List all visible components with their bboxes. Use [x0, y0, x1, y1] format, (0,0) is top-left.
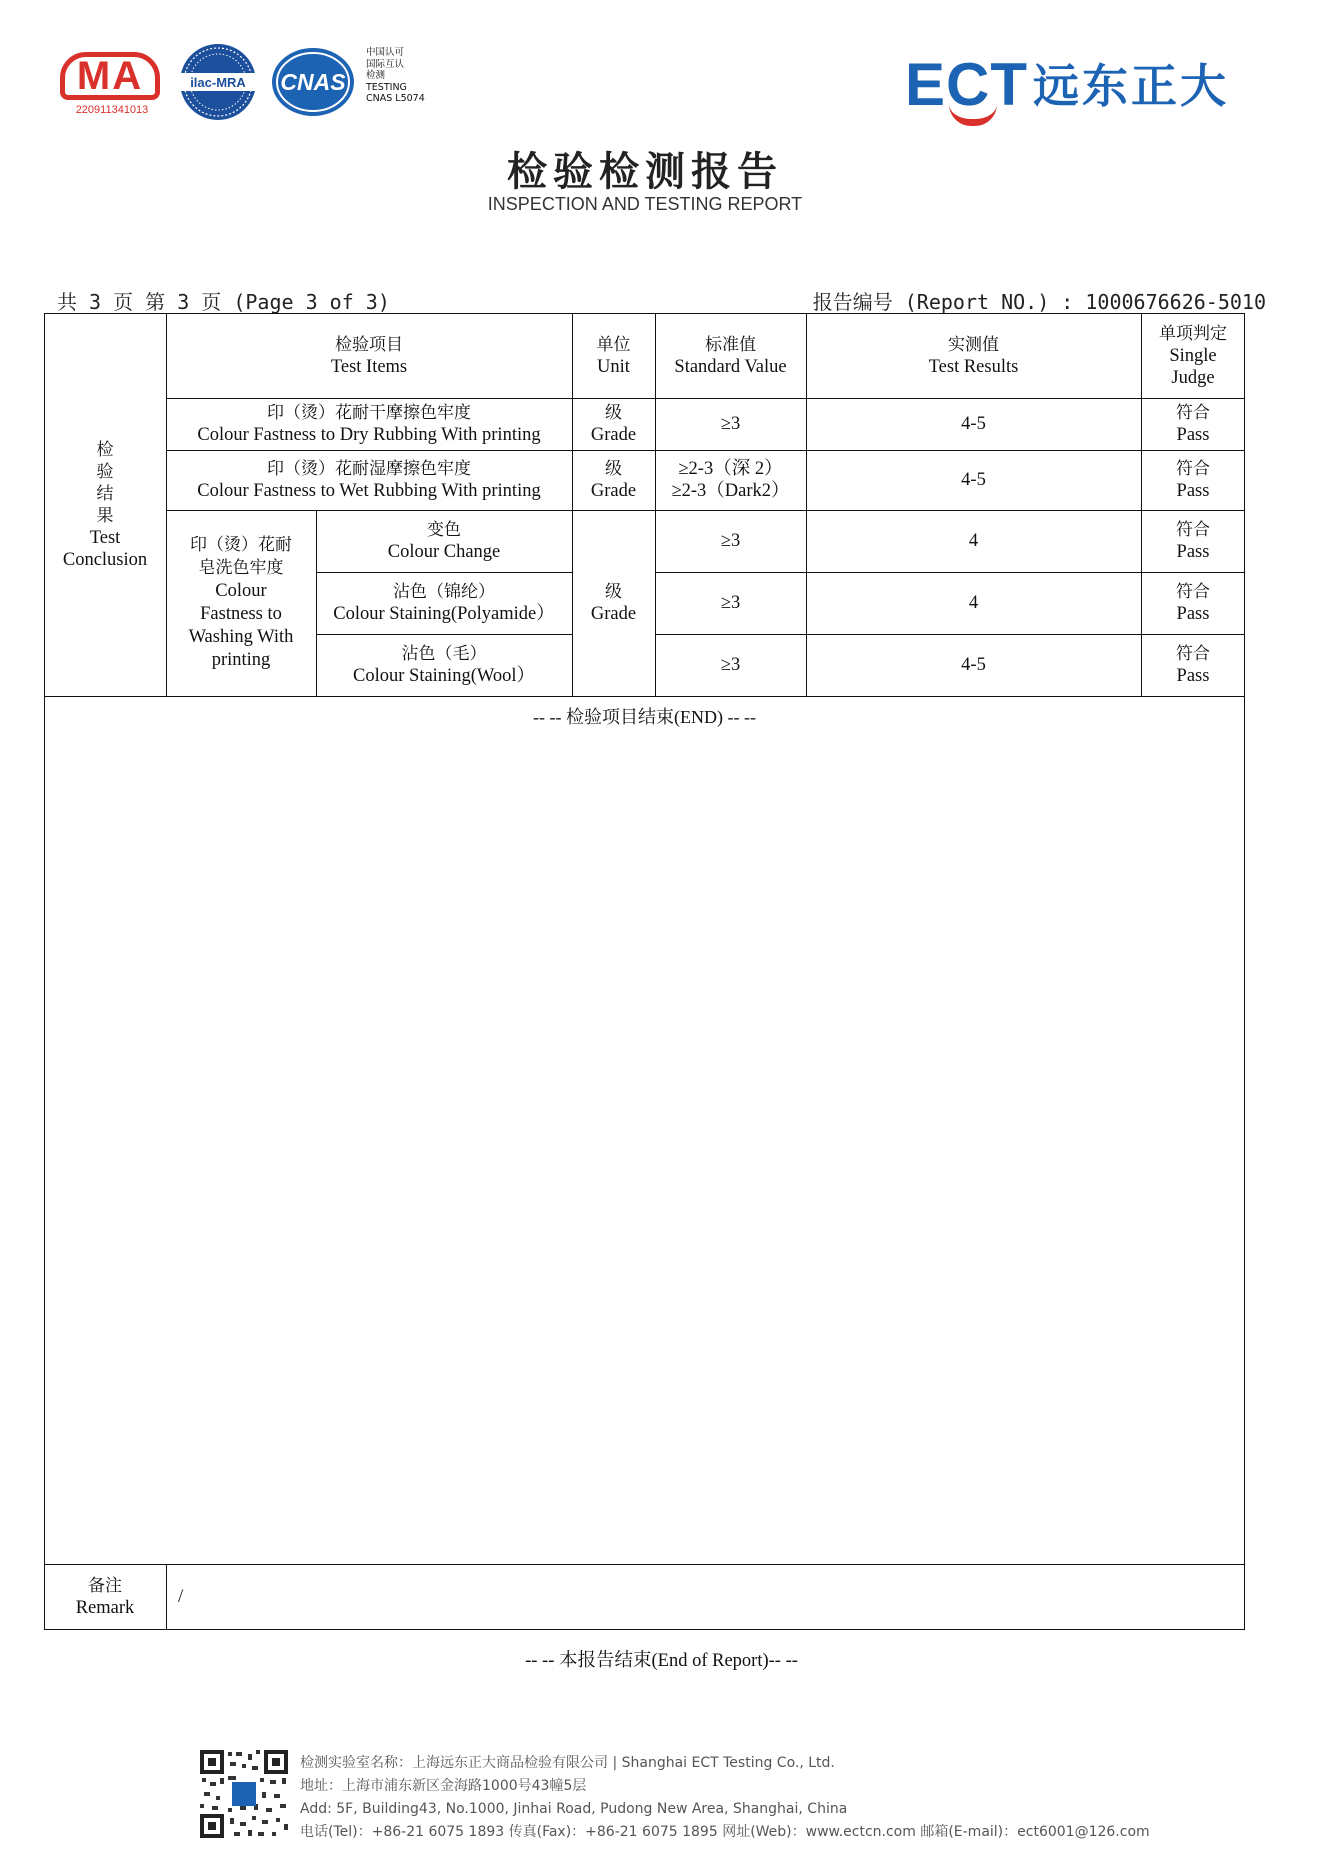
- header-en: Test Results: [928, 356, 1019, 377]
- unit-en: Grade: [590, 481, 637, 501]
- conclusion-char: 检: [96, 439, 114, 460]
- standard-value: ≥2-3（深 2）: [678, 459, 783, 479]
- subitem-cn: 沾色（锦纶）: [393, 582, 495, 602]
- ilac-logo-text: ilac-MRA: [190, 75, 246, 90]
- header-cn: 检验项目: [335, 334, 403, 355]
- result-value: 4-5: [961, 655, 986, 675]
- subitem-cn: 沾色（毛）: [401, 644, 487, 664]
- remark-value: [166, 1564, 1245, 1630]
- header-cn: 标准值: [705, 334, 756, 355]
- page-info: 共 3 页 第 3 页 (Page 3 of 3): [57, 290, 390, 314]
- cnas-line: CNAS L5074: [366, 93, 425, 105]
- judge-en: Pass: [1176, 481, 1210, 501]
- judge-en: Pass: [1176, 425, 1210, 445]
- item-cn: 印（烫）花耐干摩擦色牢度: [267, 403, 471, 423]
- table-row-result: [806, 634, 1141, 696]
- item-en: Colour Fastness to Dry Rubbing With printing: [197, 425, 541, 445]
- report-title-en: INSPECTION AND TESTING REPORT: [487, 194, 803, 214]
- judge-en: Pass: [1176, 604, 1210, 624]
- header-en: Unit: [597, 356, 630, 377]
- table-row-standard: [655, 450, 806, 510]
- table-row-standard: [655, 572, 806, 634]
- washing-label-line: Colour: [215, 581, 267, 601]
- footer-line: 检测实验室名称：上海远东正大商品检验有限公司 | Shanghai ECT Testing Co., Ltd.: [300, 1755, 835, 1771]
- header-standard-value: [655, 313, 806, 398]
- table-row-unit: [572, 398, 655, 450]
- standard-value: ≥3: [720, 531, 741, 551]
- unit-cn: 级: [605, 403, 622, 423]
- unit-en: Grade: [590, 425, 637, 445]
- subitem-en: Colour Change: [387, 542, 501, 562]
- subitem-cn: 变色: [427, 520, 461, 540]
- remark-label: [44, 1564, 166, 1630]
- report-title-cn: 检验检测报告: [507, 149, 783, 195]
- standard-value: ≥3: [720, 655, 741, 675]
- judge-cn: 符合: [1176, 582, 1210, 602]
- table-row-judge: [1141, 450, 1245, 510]
- footer-line: 电话(Tel)：+86-21 6075 1893 传真(Fax)：+86-21 6075 1895 网址(Web)：www.ectcn.com 邮箱(E-mail)：ect6001@126.com: [300, 1824, 1150, 1840]
- table-row-judge: [1141, 634, 1245, 696]
- table-row-result: [806, 398, 1141, 450]
- remark-cn: 备注: [88, 1576, 122, 1596]
- table-row-standard: [655, 634, 806, 696]
- result-value: 4-5: [961, 414, 986, 434]
- result-value: 4: [968, 531, 979, 551]
- table-row-standard: [655, 398, 806, 450]
- report-number: 报告编号 (Report NO.) : 1000676626-5010: [812, 290, 1266, 314]
- table-row-judge: [1141, 572, 1245, 634]
- cma-number: 220911341013: [75, 104, 149, 116]
- washing-subitem: [316, 572, 572, 634]
- table-row-result: [806, 450, 1141, 510]
- cnas-logo-text: CNAS: [280, 69, 346, 95]
- cnas-accreditation-text: [366, 47, 436, 105]
- table-row-item: [166, 398, 572, 450]
- cnas-line: 国际互认: [366, 58, 405, 70]
- washing-subitem: [316, 634, 572, 696]
- header-en: Single: [1169, 345, 1217, 366]
- judge-en: Pass: [1176, 666, 1210, 686]
- footer-line: Add: 5F, Building43, No.1000, Jinhai Road, Pudong New Area, Shanghai, China: [300, 1801, 848, 1817]
- ect-logo: [905, 52, 1235, 124]
- cma-logo: [60, 52, 164, 120]
- remark-en: Remark: [75, 1598, 135, 1618]
- washing-label-line: Washing With: [188, 627, 294, 647]
- unit-en: Grade: [590, 604, 637, 624]
- footer-contact-info: [300, 1752, 1260, 1844]
- header-test-results: [806, 313, 1141, 398]
- table-row-unit: [572, 450, 655, 510]
- conclusion-char: 果: [96, 505, 114, 526]
- conclusion-en: Test: [89, 527, 121, 548]
- qr-code: [198, 1748, 290, 1840]
- footer-line: 地址：上海市浦东新区金海路1000号43幢5层: [300, 1778, 587, 1794]
- header-en: Test Items: [330, 356, 408, 377]
- header-en: Standard Value: [674, 356, 787, 377]
- header-cn: 实测值: [948, 334, 999, 355]
- judge-cn: 符合: [1176, 644, 1210, 664]
- conclusion-char: 验: [96, 461, 114, 482]
- washing-unit: [572, 510, 655, 696]
- washing-fastness-label: [166, 510, 316, 696]
- subitem-en: Colour Staining(Wool）: [353, 666, 535, 686]
- standard-value: ≥3: [720, 593, 741, 613]
- item-en: Colour Fastness to Wet Rubbing With printing: [197, 481, 541, 501]
- end-of-report-marker: -- -- 本报告结束(End of Report)-- --: [525, 1651, 798, 1671]
- table-row-judge: [1141, 398, 1245, 450]
- subitem-en: Colour Staining(Polyamide）: [333, 604, 555, 624]
- ect-logo-latin: ECT: [905, 51, 1028, 118]
- conclusion-en: Conclusion: [62, 549, 148, 570]
- washing-label-line: printing: [211, 650, 271, 670]
- judge-en: Pass: [1176, 542, 1210, 562]
- unit-cn: 级: [605, 582, 622, 602]
- washing-label-line: 印（烫）花耐: [190, 535, 292, 555]
- standard-value: ≥3: [720, 414, 741, 434]
- header-single-judge: [1141, 313, 1245, 398]
- cma-logo-text: MA: [76, 54, 144, 98]
- washing-label-line: Fastness to: [200, 604, 282, 624]
- cnas-line: 检测: [366, 70, 386, 82]
- table-row-result: [806, 572, 1141, 634]
- cnas-line: 中国认可: [366, 47, 405, 58]
- result-value: 4: [968, 593, 979, 613]
- table-row-result: [806, 510, 1141, 572]
- washing-label-line: 皂洗色牢度: [198, 558, 284, 578]
- header-test-items: [166, 313, 572, 398]
- unit-cn: 级: [605, 459, 622, 479]
- washing-subitem: [316, 510, 572, 572]
- conclusion-char: 结: [96, 483, 114, 504]
- header-en: Judge: [1171, 367, 1215, 388]
- result-value: 4-5: [961, 470, 986, 490]
- test-conclusion-label: [44, 313, 166, 696]
- table-row-item: [166, 450, 572, 510]
- cnas-line: TESTING: [366, 81, 407, 93]
- table-row-judge: [1141, 510, 1245, 572]
- header-cn: 单位: [596, 334, 631, 355]
- ilac-mra-logo: [178, 42, 258, 122]
- standard-value: ≥2-3（Dark2）: [671, 481, 790, 501]
- item-cn: 印（烫）花耐湿摩擦色牢度: [267, 459, 471, 479]
- cnas-logo: [270, 46, 356, 118]
- header-unit: [572, 313, 655, 398]
- judge-cn: 符合: [1176, 459, 1210, 479]
- header-cn: 单项判定: [1159, 323, 1227, 344]
- remark-value-text: /: [178, 1587, 184, 1607]
- ect-logo-chinese: 远东正大: [1033, 59, 1229, 113]
- table-row-standard: [655, 510, 806, 572]
- judge-cn: 符合: [1176, 403, 1210, 423]
- judge-cn: 符合: [1176, 520, 1210, 540]
- end-of-items-marker: -- -- 检验项目结束(END) -- --: [533, 707, 756, 727]
